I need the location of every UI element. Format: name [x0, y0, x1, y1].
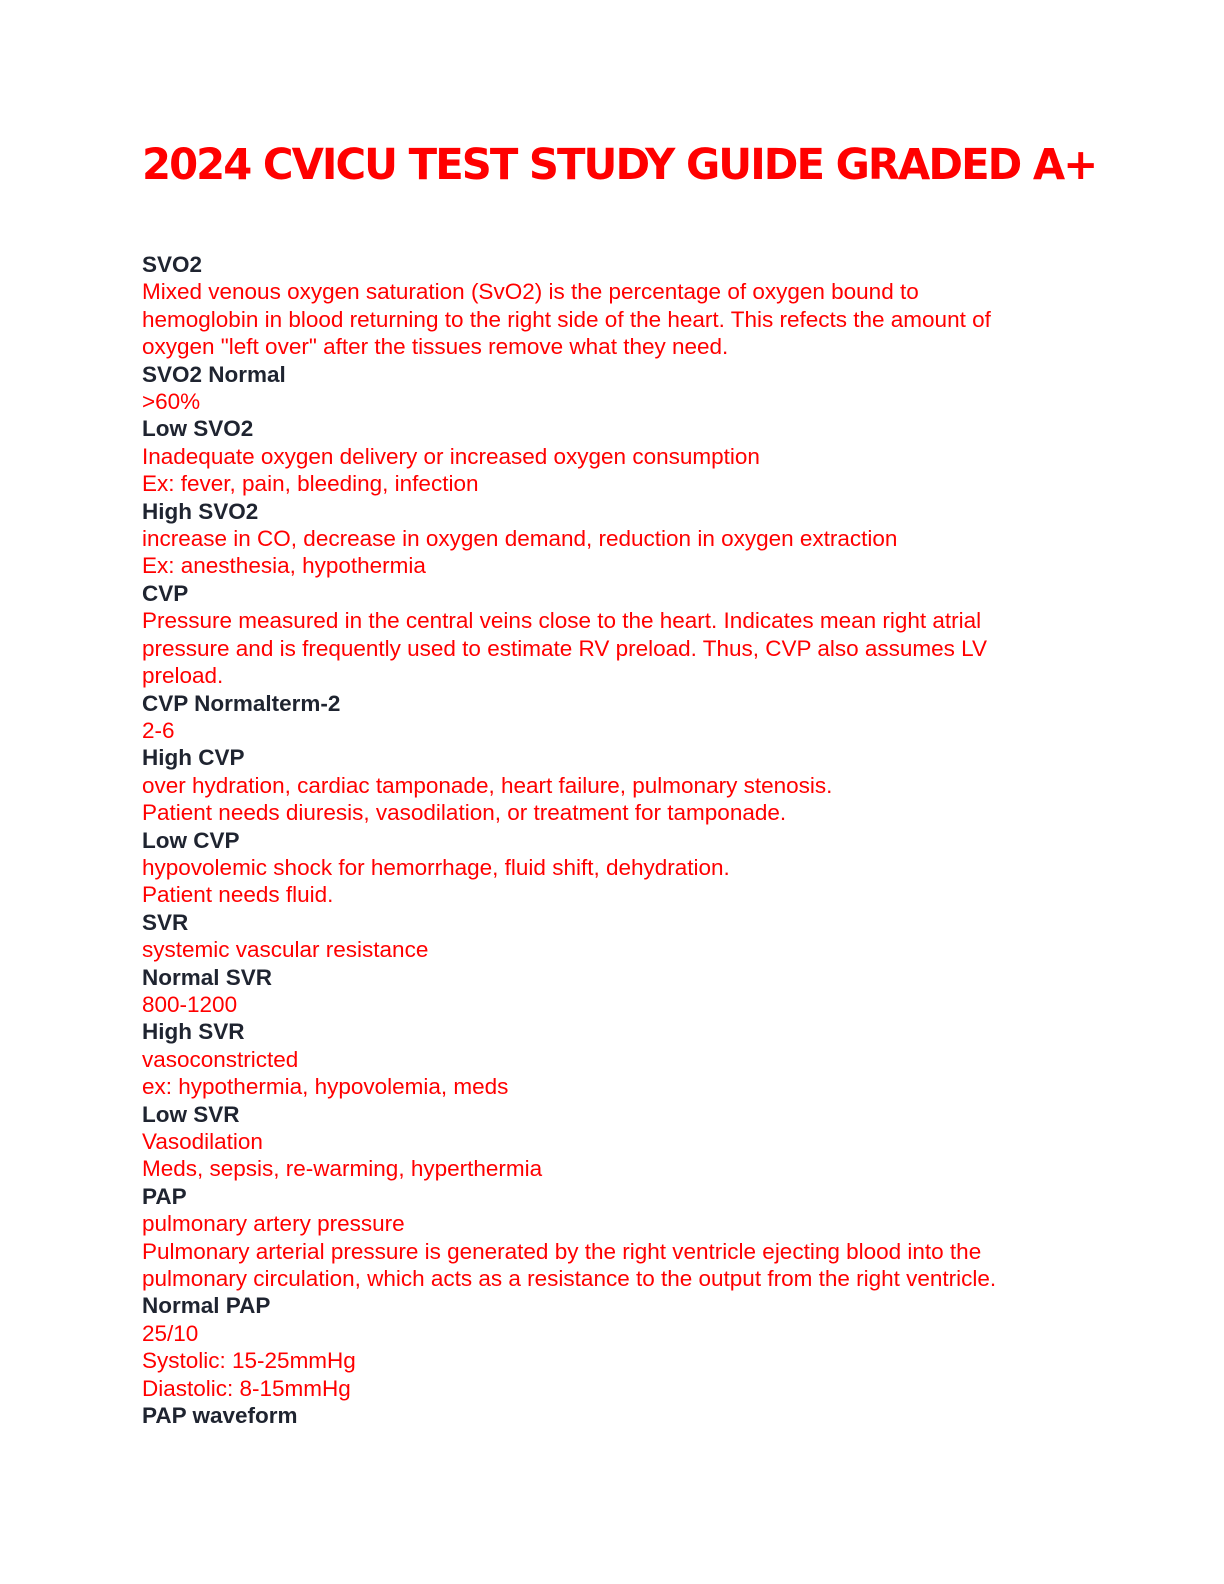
entry-low-cvp — [142, 827, 1072, 909]
entry-definition-line: oxygen "left over" after the tissues remove what they need. — [142, 334, 729, 360]
entry-term: High SVR — [142, 1019, 245, 1045]
study-guide-entries — [142, 251, 1072, 1429]
entry-pap-waveform — [142, 1402, 1072, 1429]
entry-definition-line: Mixed venous oxygen saturation (SvO2) is the percentage of oxygen bound to — [142, 279, 919, 305]
entry-definition-line: Vasodilation — [142, 1129, 263, 1154]
entry-definition-line: Ex: anesthesia, hypothermia — [142, 553, 426, 579]
entry-definition-line: preload. — [142, 663, 224, 689]
entry-term: SVO2 — [142, 252, 203, 277]
entry-definition-line: systemic vascular resistance — [142, 937, 429, 963]
entry-high-svr — [142, 1018, 1072, 1100]
entry-normal-pap — [142, 1292, 1072, 1402]
entry-normal-svr — [142, 964, 1072, 1019]
entry-svo2 — [142, 251, 1072, 361]
entry-definition-line: Pressure measured in the central veins close to the heart. Indicates mean right atrial — [142, 608, 982, 634]
entry-term: PAP — [142, 1183, 187, 1209]
entry-definition-line: 25/10 — [142, 1320, 199, 1346]
entry-svr — [142, 909, 1072, 964]
entry-definition-line: Systolic: 15-25mmHg — [142, 1348, 356, 1374]
entry-term: High CVP — [142, 745, 245, 771]
entry-term: SVR — [142, 909, 189, 935]
entry-cvp — [142, 580, 1072, 690]
entry-definition-line: increase in CO, decrease in oxygen demand, reduction in oxygen extraction — [142, 526, 898, 552]
entry-definition-line: Diastolic: 8-15mmHg — [142, 1375, 351, 1401]
entry-definition-line: ex: hypothermia, hypovolemia, meds — [142, 1074, 509, 1100]
entry-definition-line: pressure and is frequently used to estimate RV preload. Thus, CVP also assumes LV — [142, 635, 988, 661]
entry-term: CVP — [142, 580, 189, 606]
entry-definition-line: >60% — [142, 389, 201, 415]
entry-term: Normal PAP — [142, 1293, 271, 1319]
entry-term: PAP waveform — [142, 1403, 298, 1429]
entry-definition-line: Patient needs fluid. — [142, 882, 334, 908]
entry-high-cvp — [142, 744, 1072, 826]
entry-term: SVO2 Normal — [142, 361, 286, 387]
entry-definition-line: Ex: fever, pain, bleeding, infection — [142, 471, 479, 497]
entry-definition-line: pulmonary circulation, which acts as a resistance to the output from the right ventricle. — [142, 1266, 997, 1292]
entry-definition-line: Pulmonary arterial pressure is generated by the right ventricle ejecting blood into the — [142, 1238, 982, 1264]
entry-pap — [142, 1183, 1072, 1293]
entry-definition-line: hemoglobin in blood returning to the right side of the heart. This refects the amount of — [142, 306, 991, 332]
entry-definition-line: over hydration, cardiac tamponade, heart failure, pulmonary stenosis. — [142, 772, 833, 798]
entry-svo2-normal — [142, 361, 1072, 416]
entry-definition-line: Meds, sepsis, re-warming, hyperthermia — [142, 1156, 543, 1182]
entry-term: Low SVR — [142, 1101, 240, 1127]
entry-definition-line: 2-6 — [142, 717, 175, 743]
entry-cvp-normal — [142, 690, 1072, 745]
entry-term: High SVO2 — [142, 498, 259, 524]
entry-definition-line: Inadequate oxygen delivery or increased oxygen consumption — [142, 443, 760, 469]
document-title: 2024 CVICU TEST STUDY GUIDE GRADED A+ — [142, 140, 1097, 190]
entry-low-svr — [142, 1101, 1072, 1183]
entry-definition-line: 800-1200 — [142, 991, 238, 1017]
entry-term: Low SVO2 — [142, 416, 254, 442]
entry-definition-line: pulmonary artery pressure — [142, 1211, 405, 1237]
entry-low-svo2 — [142, 415, 1072, 497]
entry-term: Normal SVR — [142, 964, 273, 990]
entry-high-svo2 — [142, 498, 1072, 580]
entry-definition-line: Patient needs diuresis, vasodilation, or treatment for tamponade. — [142, 800, 787, 826]
entry-term: CVP Normalterm-2 — [142, 690, 341, 716]
entry-term: Low CVP — [142, 827, 240, 853]
entry-definition-line: hypovolemic shock for hemorrhage, fluid shift, dehydration. — [142, 854, 730, 880]
entry-definition-line: vasoconstricted — [142, 1046, 299, 1072]
